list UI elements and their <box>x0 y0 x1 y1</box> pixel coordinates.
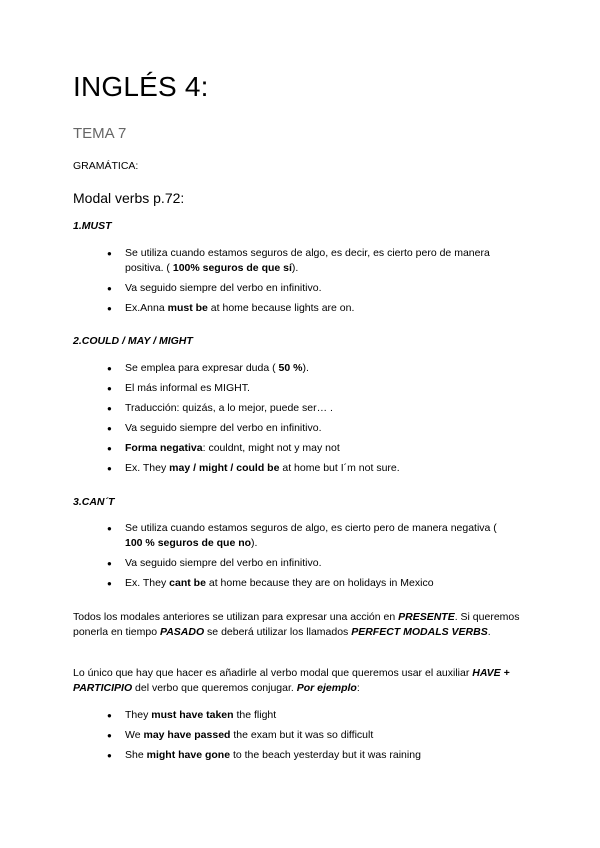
text: Se utiliza cuando estamos seguros de algo, es cierto pero de manera negativa ( <box>125 522 497 534</box>
emphasis: PASADO <box>159 626 205 638</box>
emphasis: PERFECT MODALS VERBS <box>351 626 488 638</box>
list-item <box>107 521 507 551</box>
text: . <box>487 626 491 638</box>
text: We <box>125 729 144 741</box>
page-subtitle: TEMA 7 <box>73 125 127 142</box>
section-3-list <box>107 521 507 596</box>
list-item <box>107 381 507 396</box>
emphasis: may / might / could be <box>169 462 280 474</box>
section-1-title: 1.MUST <box>73 220 112 232</box>
list-item <box>107 708 507 723</box>
text: Traducción: quizás, a lo mejor, puede ser… . <box>125 402 333 414</box>
text: Ex. They <box>125 577 170 589</box>
emphasis: Por ejemplo <box>296 682 357 694</box>
text: She <box>125 749 147 761</box>
text: ). <box>251 537 258 549</box>
list-item <box>107 246 507 276</box>
emphasis: PRESENTE <box>398 611 455 623</box>
list-item <box>107 556 507 571</box>
text: at home because lights are on. <box>207 302 355 314</box>
list-item <box>107 748 507 763</box>
emphasis: cant be <box>169 577 206 589</box>
section-2-list <box>107 361 507 481</box>
text: Ex.Anna <box>125 302 168 314</box>
emphasis: must be <box>167 302 208 314</box>
page-title: INGLÉS 4: <box>73 71 209 102</box>
emphasis: 50 % <box>278 362 303 374</box>
text: Va seguido siempre del verbo en infinitivo. <box>125 422 322 434</box>
text: ). <box>291 262 299 274</box>
text: Se utiliza cuando estamos seguros de algo, es decir, es cierto pero de manera positiva. ( <box>125 247 490 274</box>
list-item <box>107 281 507 296</box>
section-label: GRAMÁTICA: <box>73 160 139 172</box>
text: Lo único que hay que hacer es añadirle al verbo modal que queremos usar el auxiliar <box>73 667 473 679</box>
text: : couldnt, might not y may not <box>202 442 340 454</box>
text: Todos los modales anteriores se utilizan para expresar una acción en <box>73 611 399 623</box>
text: ). <box>302 362 309 374</box>
paragraph-perfect-modals <box>73 610 533 640</box>
section-3-title: 3.CAN´T <box>73 496 115 508</box>
list-item <box>107 576 507 591</box>
list-item <box>107 421 507 436</box>
text: Va seguido siempre del verbo en infinitivo. <box>125 282 322 294</box>
topic-heading: Modal verbs p.72: <box>73 190 185 206</box>
text: Va seguido siempre del verbo en infinitivo. <box>125 557 322 569</box>
examples-list <box>107 708 507 768</box>
section-2-title: 2.COULD / MAY / MIGHT <box>73 335 193 347</box>
emphasis: must have taken <box>151 709 234 721</box>
text: the exam but it was so difficult <box>230 729 374 741</box>
emphasis: 100 % seguros de que no <box>125 537 252 549</box>
text: Se emplea para expresar duda ( <box>125 362 279 374</box>
text: the flight <box>233 709 277 721</box>
list-item <box>107 728 507 743</box>
text: at home but I´m not sure. <box>279 462 400 474</box>
emphasis: 100% seguros de que sí <box>172 262 292 274</box>
text: at home because they are on holidays in Mexico <box>205 577 434 589</box>
list-item <box>107 361 507 376</box>
text: se deberá utilizar los llamados <box>204 626 352 638</box>
list-item <box>107 441 507 456</box>
text: to the beach yesterday but it was raining <box>230 749 421 761</box>
list-item <box>107 401 507 416</box>
paragraph-have-participio <box>73 666 533 696</box>
text: : <box>356 682 360 694</box>
text: El más informal es MIGHT. <box>125 382 250 394</box>
emphasis: may have passed <box>143 729 231 741</box>
section-1-list <box>107 246 507 321</box>
emphasis: Forma negativa <box>125 442 203 454</box>
emphasis: might have gone <box>146 749 231 761</box>
list-item <box>107 301 507 316</box>
text: Ex. They <box>125 462 170 474</box>
list-item <box>107 461 507 476</box>
emphasis: HAVE + PARTICIPIO <box>73 667 510 694</box>
text: del verbo que queremos conjugar. <box>132 682 297 694</box>
text: They <box>125 709 152 721</box>
text: . Si queremos ponerla en tiempo <box>73 611 520 638</box>
